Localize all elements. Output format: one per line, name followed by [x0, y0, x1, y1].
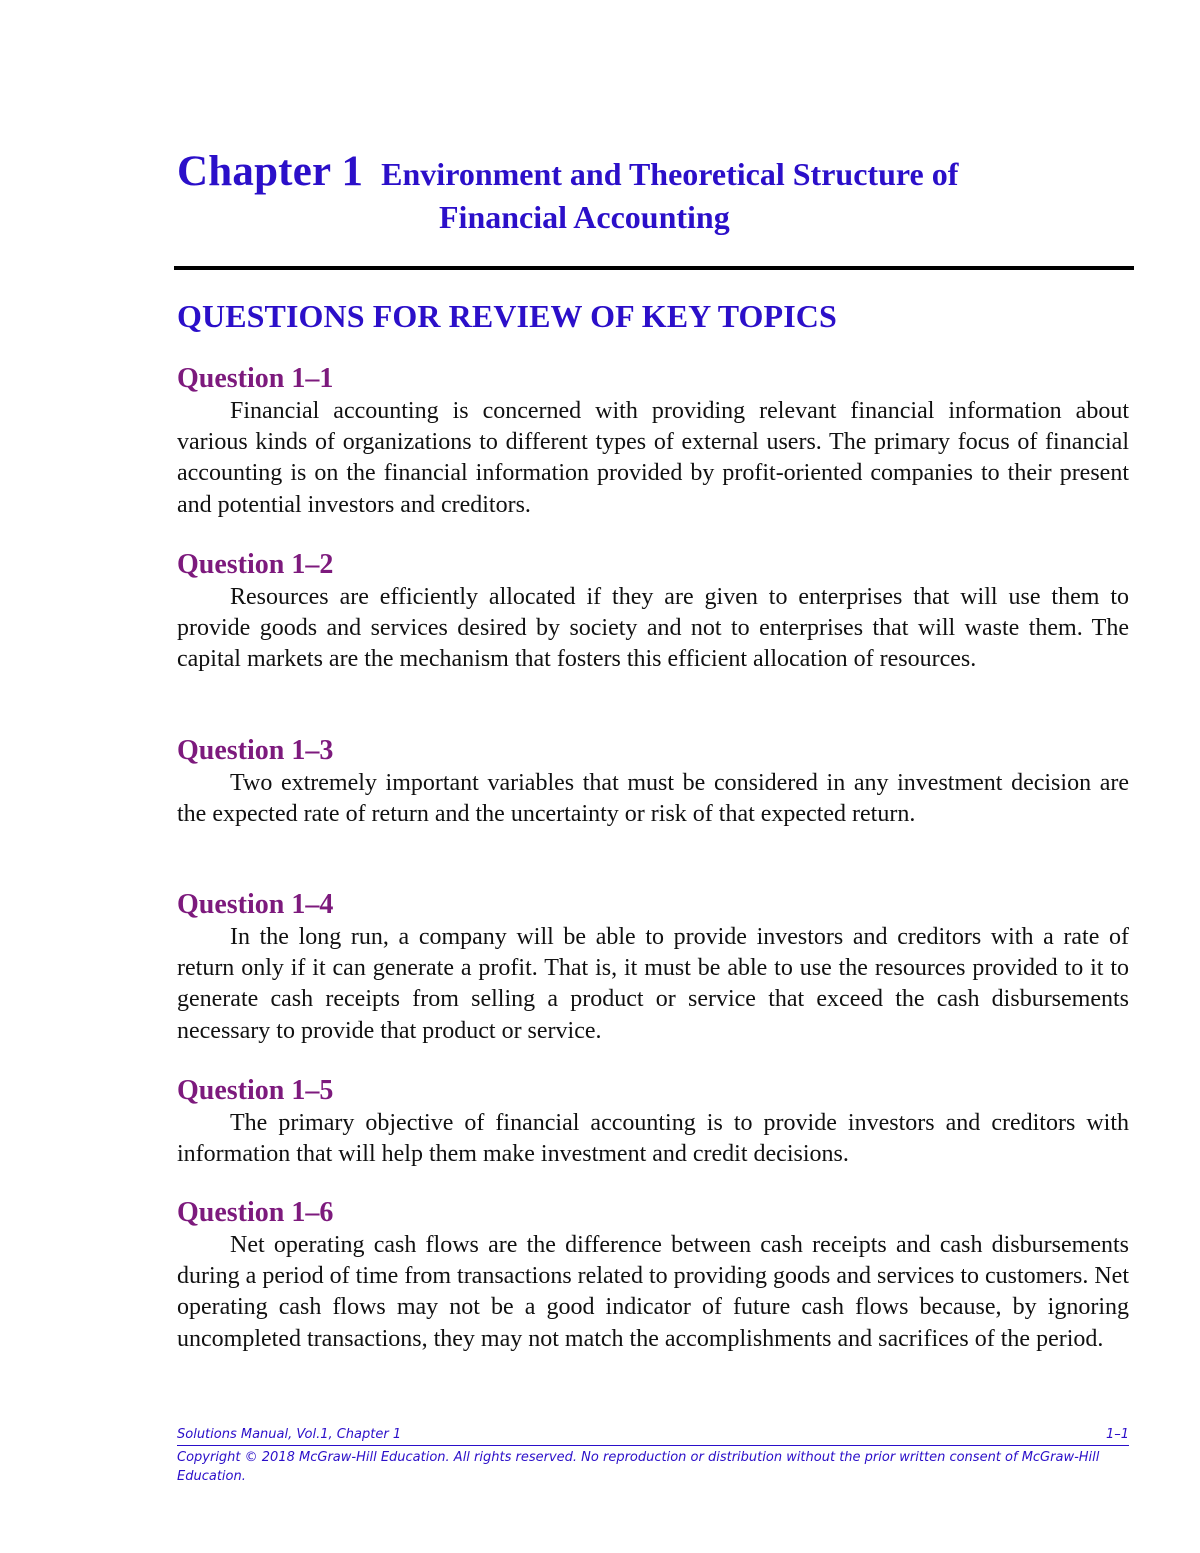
question-title: Question 1–4: [177, 889, 334, 920]
chapter-title-continued: Financial Accounting: [439, 199, 730, 235]
question-answer: Financial accounting is concerned with providing relevant financial information about various kinds of organizations to different types of external users. The primary focus of financial accounting is on the financial information provided by profit-oriented companies to their present and potential investors and creditors.: [177, 398, 1129, 518]
header-divider: [174, 266, 1134, 270]
question-title: Question 1–6: [177, 1197, 334, 1228]
question-answer: Two extremely important variables that must be considered in any investment decision are the expected rate of return and the uncertainty or risk of that expected return.: [177, 770, 1129, 828]
question-block-1: [177, 362, 1129, 521]
question-answer: Net operating cash flows are the difference between cash receipts and cash disbursements during a period of time from transactions related to providing goods and services to customers. Net operating cash flows may not be a good indicator of future cash flows because, by ignoring uncompleted transactions, they may not match the accomplishments and sacrifices of the period.: [177, 1232, 1129, 1352]
chapter-title: Environment and Theoretical Structure of: [381, 156, 959, 192]
copyright-notice: Copyright © 2018 McGraw-Hill Education. All rights reserved. No reproduction or distribution without the prior written consent of McGraw-Hill Education.: [177, 1450, 1100, 1484]
footer-row: [177, 1427, 1129, 1446]
question-block-2: [177, 548, 1129, 676]
section-heading: QUESTIONS FOR REVIEW OF KEY TOPICS: [177, 298, 837, 334]
question-block-3: [177, 734, 1129, 830]
question-answer: In the long run, a company will be able to provide investors and creditors with a rate of return only if it can generate a profit. That is, it must be able to use the resources provided to it to generate cash receipts from selling a product or service that exceed the cash disbursements necessary to provide that product or service.: [177, 924, 1129, 1044]
question-answer: Resources are efficiently allocated if they are given to enterprises that will use them to provide goods and services desired by society and not to enterprises that will waste them. The capital markets are the mechanism that fosters this efficient allocation of resources.: [177, 584, 1129, 673]
question-title: Question 1–3: [177, 735, 334, 766]
page-footer: [177, 1427, 1129, 1486]
footer-source: Solutions Manual, Vol.1, Chapter 1: [177, 1427, 402, 1442]
chapter-title-line: [177, 150, 1137, 193]
question-title: Question 1–1: [177, 363, 334, 394]
question-title: Question 1–2: [177, 549, 334, 580]
page-number: 1–1: [1105, 1427, 1129, 1442]
question-answer: The primary objective of financial accounting is to provide investors and creditors with information that will help them make investment and credit decisions.: [177, 1110, 1129, 1168]
chapter-number: Chapter 1: [177, 148, 364, 195]
question-title: Question 1–5: [177, 1075, 334, 1106]
question-block-4: [177, 888, 1129, 1047]
question-block-5: [177, 1074, 1129, 1170]
chapter-header: [177, 150, 1137, 236]
question-block-6: [177, 1196, 1129, 1355]
